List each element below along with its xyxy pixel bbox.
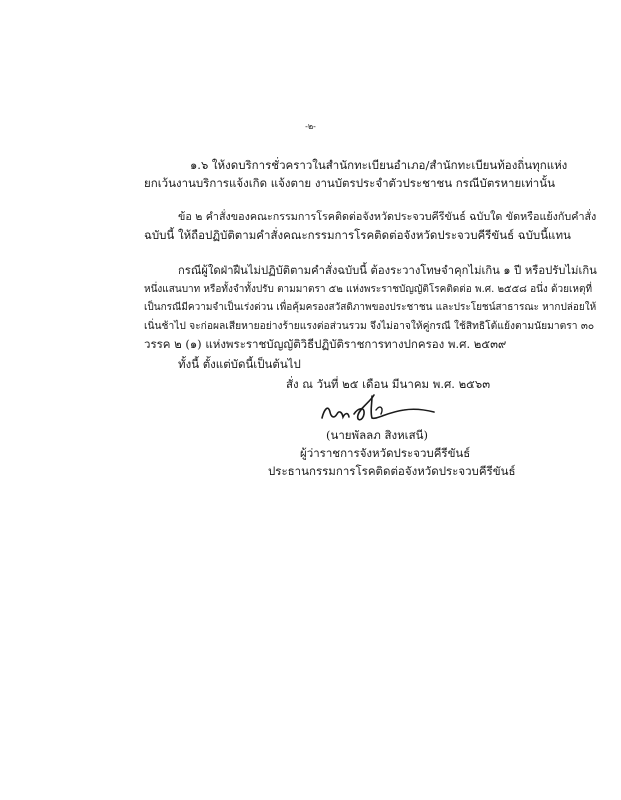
signer-name: (นายพัลลภ สิงหเสนี) [326, 428, 428, 442]
clause-1-6-line-1: ๑.๖ ให้งดบริการชั่วคราวในสำนักทะเบียนอำเภอ/สำนักทะเบียนท้องถิ่นทุกแห่ง [190, 158, 568, 172]
effective-statement: ทั้งนี้ ตั้งแต่บัดนี้เป็นต้นไป [178, 357, 301, 371]
penalty-line-4: เนิ่นช้าไป จะก่อผลเสียหายอย่างร้ายแรงต่อส่วนรวม จึงไม่อาจให้คู่กรณี ใช้สิทธิโต้แย้งตามนัยมาตรา ๓๐ [144, 320, 595, 332]
clause-1-6-line-2: ยกเว้นงานบริการแจ้งเกิด แจ้งตาย งานบัตรประจำตัวประชาชน กรณีบัตรหายเท่านั้น [144, 176, 555, 190]
page-number: -๒- [305, 122, 316, 131]
order-date: สั่ง ณ วันที่ ๒๕ เดือน มีนาคม พ.ศ. ๒๕๖๓ [286, 377, 491, 391]
penalty-line-5: วรรค ๒ (๑) แห่งพระราชบัญญัติวิธีปฏิบัติราชการทางปกครอง พ.ศ. ๒๕๓๙ [144, 337, 507, 351]
clause-2-line-2: ฉบับนี้ ให้ถือปฏิบัติตามคำสั่งคณะกรรมการโรคติดต่อจังหวัดประจวบคีรีขันธ์ ฉบับนี้แทน [144, 228, 571, 242]
handwritten-signature [318, 390, 438, 428]
penalty-line-2: หนึ่งแสนบาท หรือทั้งจำทั้งปรับ ตามมาตรา ๕๒ แห่งพระราชบัญญัติโรคติดต่อ พ.ศ. ๒๕๕๘ อนึ่ง ด้วยเหตุที่ [144, 284, 593, 295]
signer-title-governor: ผู้ว่าราชการจังหวัดประจวบคีรีขันธ์ [300, 446, 471, 460]
clause-2-line-1: ข้อ ๒ คำสั่งของคณะกรรมการโรคติดต่อจังหวัดประจวบคีรีขันธ์ ฉบับใด ขัดหรือแย้งกับคำสั่ง [178, 210, 597, 223]
penalty-line-1: กรณีผู้ใดฝ่าฝืนไม่ปฏิบัติตามคำสั่งฉบับนี้ ต้องระวางโทษจำคุกไม่เกิน ๑ ปี หรือปรับไม่เกิน [178, 264, 597, 277]
penalty-line-3: เป็นกรณีมีความจำเป็นเร่งด่วน เพื่อคุ้มครองสวัสดิภาพของประชาชน และประโยชน์สาธารณะ หากปล่อยให้ [144, 302, 597, 313]
signer-title-chair: ประธานกรรมการโรคติดต่อจังหวัดประจวบคีรีขันธ์ [268, 464, 516, 478]
